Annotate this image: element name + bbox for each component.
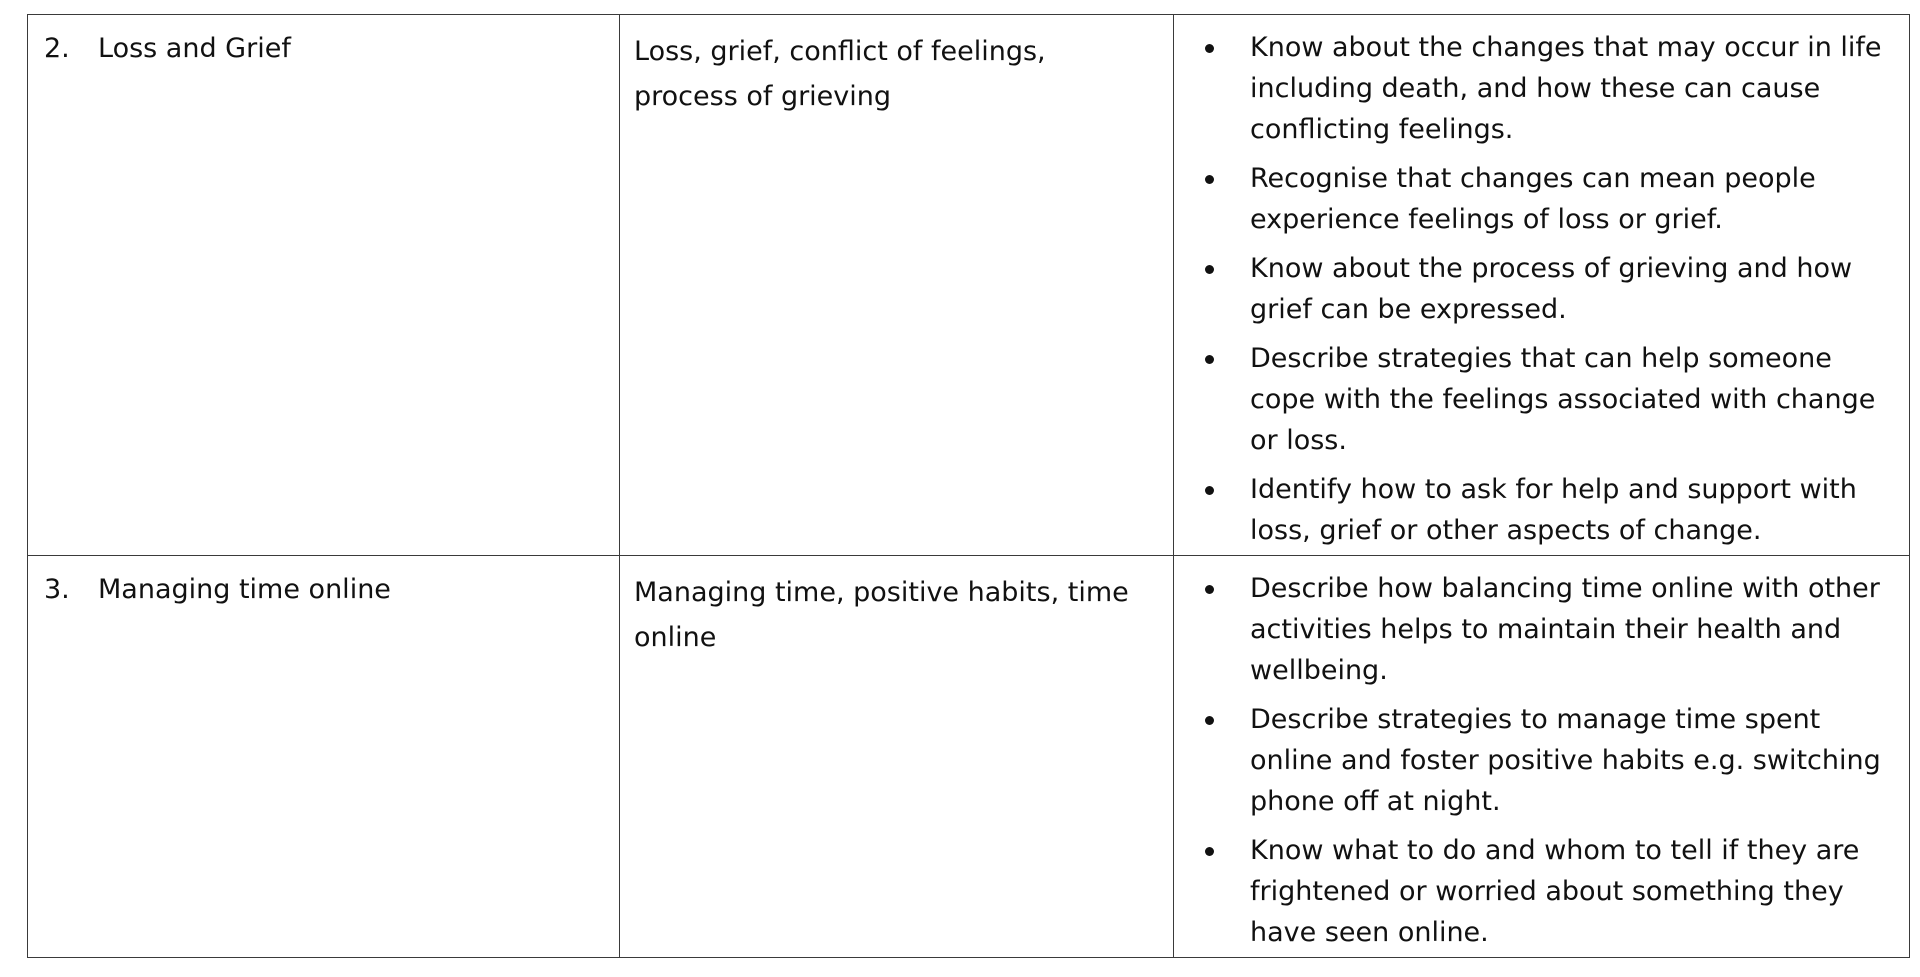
topic-number: 2. xyxy=(44,33,70,64)
topic-heading xyxy=(28,556,619,610)
curriculum-table xyxy=(27,14,1910,958)
bullet-icon xyxy=(1174,469,1250,551)
topic-title: Loss and Grief xyxy=(98,33,291,64)
bullet-icon xyxy=(1174,248,1250,330)
outcome-text: Identify how to ask for help and support with loss, grief or other aspects of change. xyxy=(1250,474,1857,546)
topic-cell xyxy=(28,556,620,958)
list-item xyxy=(1174,830,1899,953)
vocabulary-text: Managing time, positive habits, time online xyxy=(634,577,1129,653)
outcomes-cell xyxy=(1174,15,1910,556)
outcome-text: Know what to do and whom to tell if they are frightened or worried about something they have seen online. xyxy=(1250,835,1860,948)
bullet-icon xyxy=(1174,338,1250,461)
outcome-text: Recognise that changes can mean people experience feelings of loss or grief. xyxy=(1250,163,1816,235)
list-item xyxy=(1174,27,1899,150)
topic-title: Managing time online xyxy=(98,574,391,605)
list-item xyxy=(1174,699,1899,822)
outcomes-list xyxy=(1174,15,1909,551)
bullet-icon xyxy=(1174,830,1250,953)
bullet-icon xyxy=(1174,158,1250,240)
vocabulary-cell xyxy=(620,15,1174,556)
list-item xyxy=(1174,338,1899,461)
topic-number: 3. xyxy=(44,574,70,605)
list-item xyxy=(1174,158,1899,240)
table-row-loss-and-grief xyxy=(28,15,1910,556)
outcome-text: Describe how balancing time online with other activities helps to maintain their health and wellbeing. xyxy=(1250,573,1880,686)
outcome-text: Describe strategies that can help someone cope with the feelings associated with change or loss. xyxy=(1250,343,1876,456)
list-item xyxy=(1174,469,1899,551)
list-item xyxy=(1174,248,1899,330)
bullet-icon xyxy=(1174,27,1250,150)
vocabulary-text: Loss, grief, conflict of feelings, process of grieving xyxy=(634,36,1046,112)
topic-heading xyxy=(28,15,619,69)
outcome-text: Know about the process of grieving and how grief can be expressed. xyxy=(1250,253,1853,325)
table-row-managing-time-online xyxy=(28,556,1910,958)
list-item xyxy=(1174,568,1899,691)
topic-cell xyxy=(28,15,620,556)
outcome-text: Know about the changes that may occur in life including death, and how these can cause conflicting feelings. xyxy=(1250,32,1882,145)
outcomes-list xyxy=(1174,556,1909,953)
outcomes-cell xyxy=(1174,556,1910,958)
outcome-text: Describe strategies to manage time spent online and foster positive habits e.g. switching phone off at night. xyxy=(1250,704,1881,817)
vocabulary-cell xyxy=(620,556,1174,958)
bullet-icon xyxy=(1174,568,1250,691)
bullet-icon xyxy=(1174,699,1250,822)
